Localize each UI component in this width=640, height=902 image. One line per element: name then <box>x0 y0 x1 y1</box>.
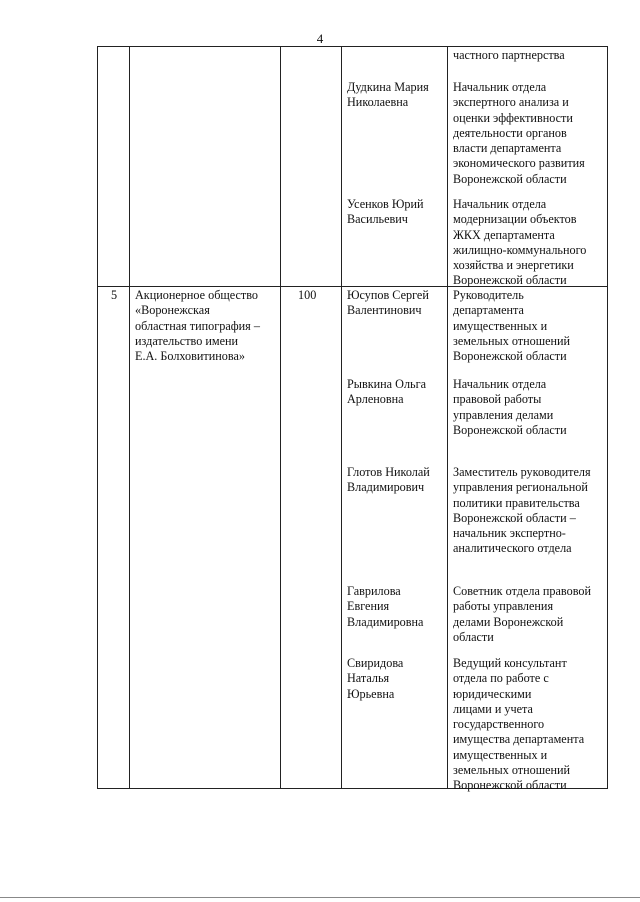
member-position: Заместитель руководителя управления региональной политики правительства Воронежской области – начальник экспертно- аналитического отдела <box>453 465 591 556</box>
member-name: Усенков Юрий Васильевич <box>347 197 424 227</box>
col-border-3 <box>341 46 342 788</box>
col-border-2 <box>280 46 281 788</box>
member-name: Гаврилова Евгения Владимировна <box>347 584 424 629</box>
member-name: Рывкина Ольга Арленовна <box>347 377 426 407</box>
member-position: Ведущий консультант отдела по работе с юридическими лицами и учета государственного имущества департамента имущественных и земельных отношений Воронежской области <box>453 656 585 793</box>
member-name: Свиридова Наталья Юрьевна <box>347 656 404 701</box>
member-position: Начальник отдела правовой работы управления делами Воронежской области <box>453 377 567 437</box>
col-border-1 <box>129 46 130 788</box>
row-number: 5 <box>111 288 118 302</box>
member-name: Юсупов Сергей Валентинович <box>347 288 429 318</box>
page-number: 4 <box>316 31 324 46</box>
col-border-4 <box>447 46 448 788</box>
share-percent: 100 <box>298 288 317 302</box>
member-position: Руководитель департамента имущественных и земельных отношений Воронежской области <box>453 288 571 364</box>
table-top-border <box>97 46 608 47</box>
scan-edge-line <box>0 897 640 898</box>
member-name: Дудкина Мария Николаевна <box>347 80 429 110</box>
member-position: Советник отдела правовой работы управления делами Воронежской области <box>453 584 591 644</box>
col-border-right <box>607 46 608 788</box>
member-position: Начальник отдела экспертного анализа и оценки эффективности деятельности органов власти департамента экономического развития Воронежской области <box>453 80 585 186</box>
member-name: Глотов Николай Владимирович <box>347 465 430 495</box>
organization-name: Акционерное общество «Воронежская областная типография – издательство имени Е.А. Болховитинова» <box>135 288 260 364</box>
col-border-left <box>97 46 98 788</box>
member-position: Начальник отдела модернизации объектов ЖКХ департамента жилищно-коммунального хозяйства и энергетики Воронежской области <box>453 197 587 288</box>
position-text: частного партнерства <box>453 48 565 62</box>
